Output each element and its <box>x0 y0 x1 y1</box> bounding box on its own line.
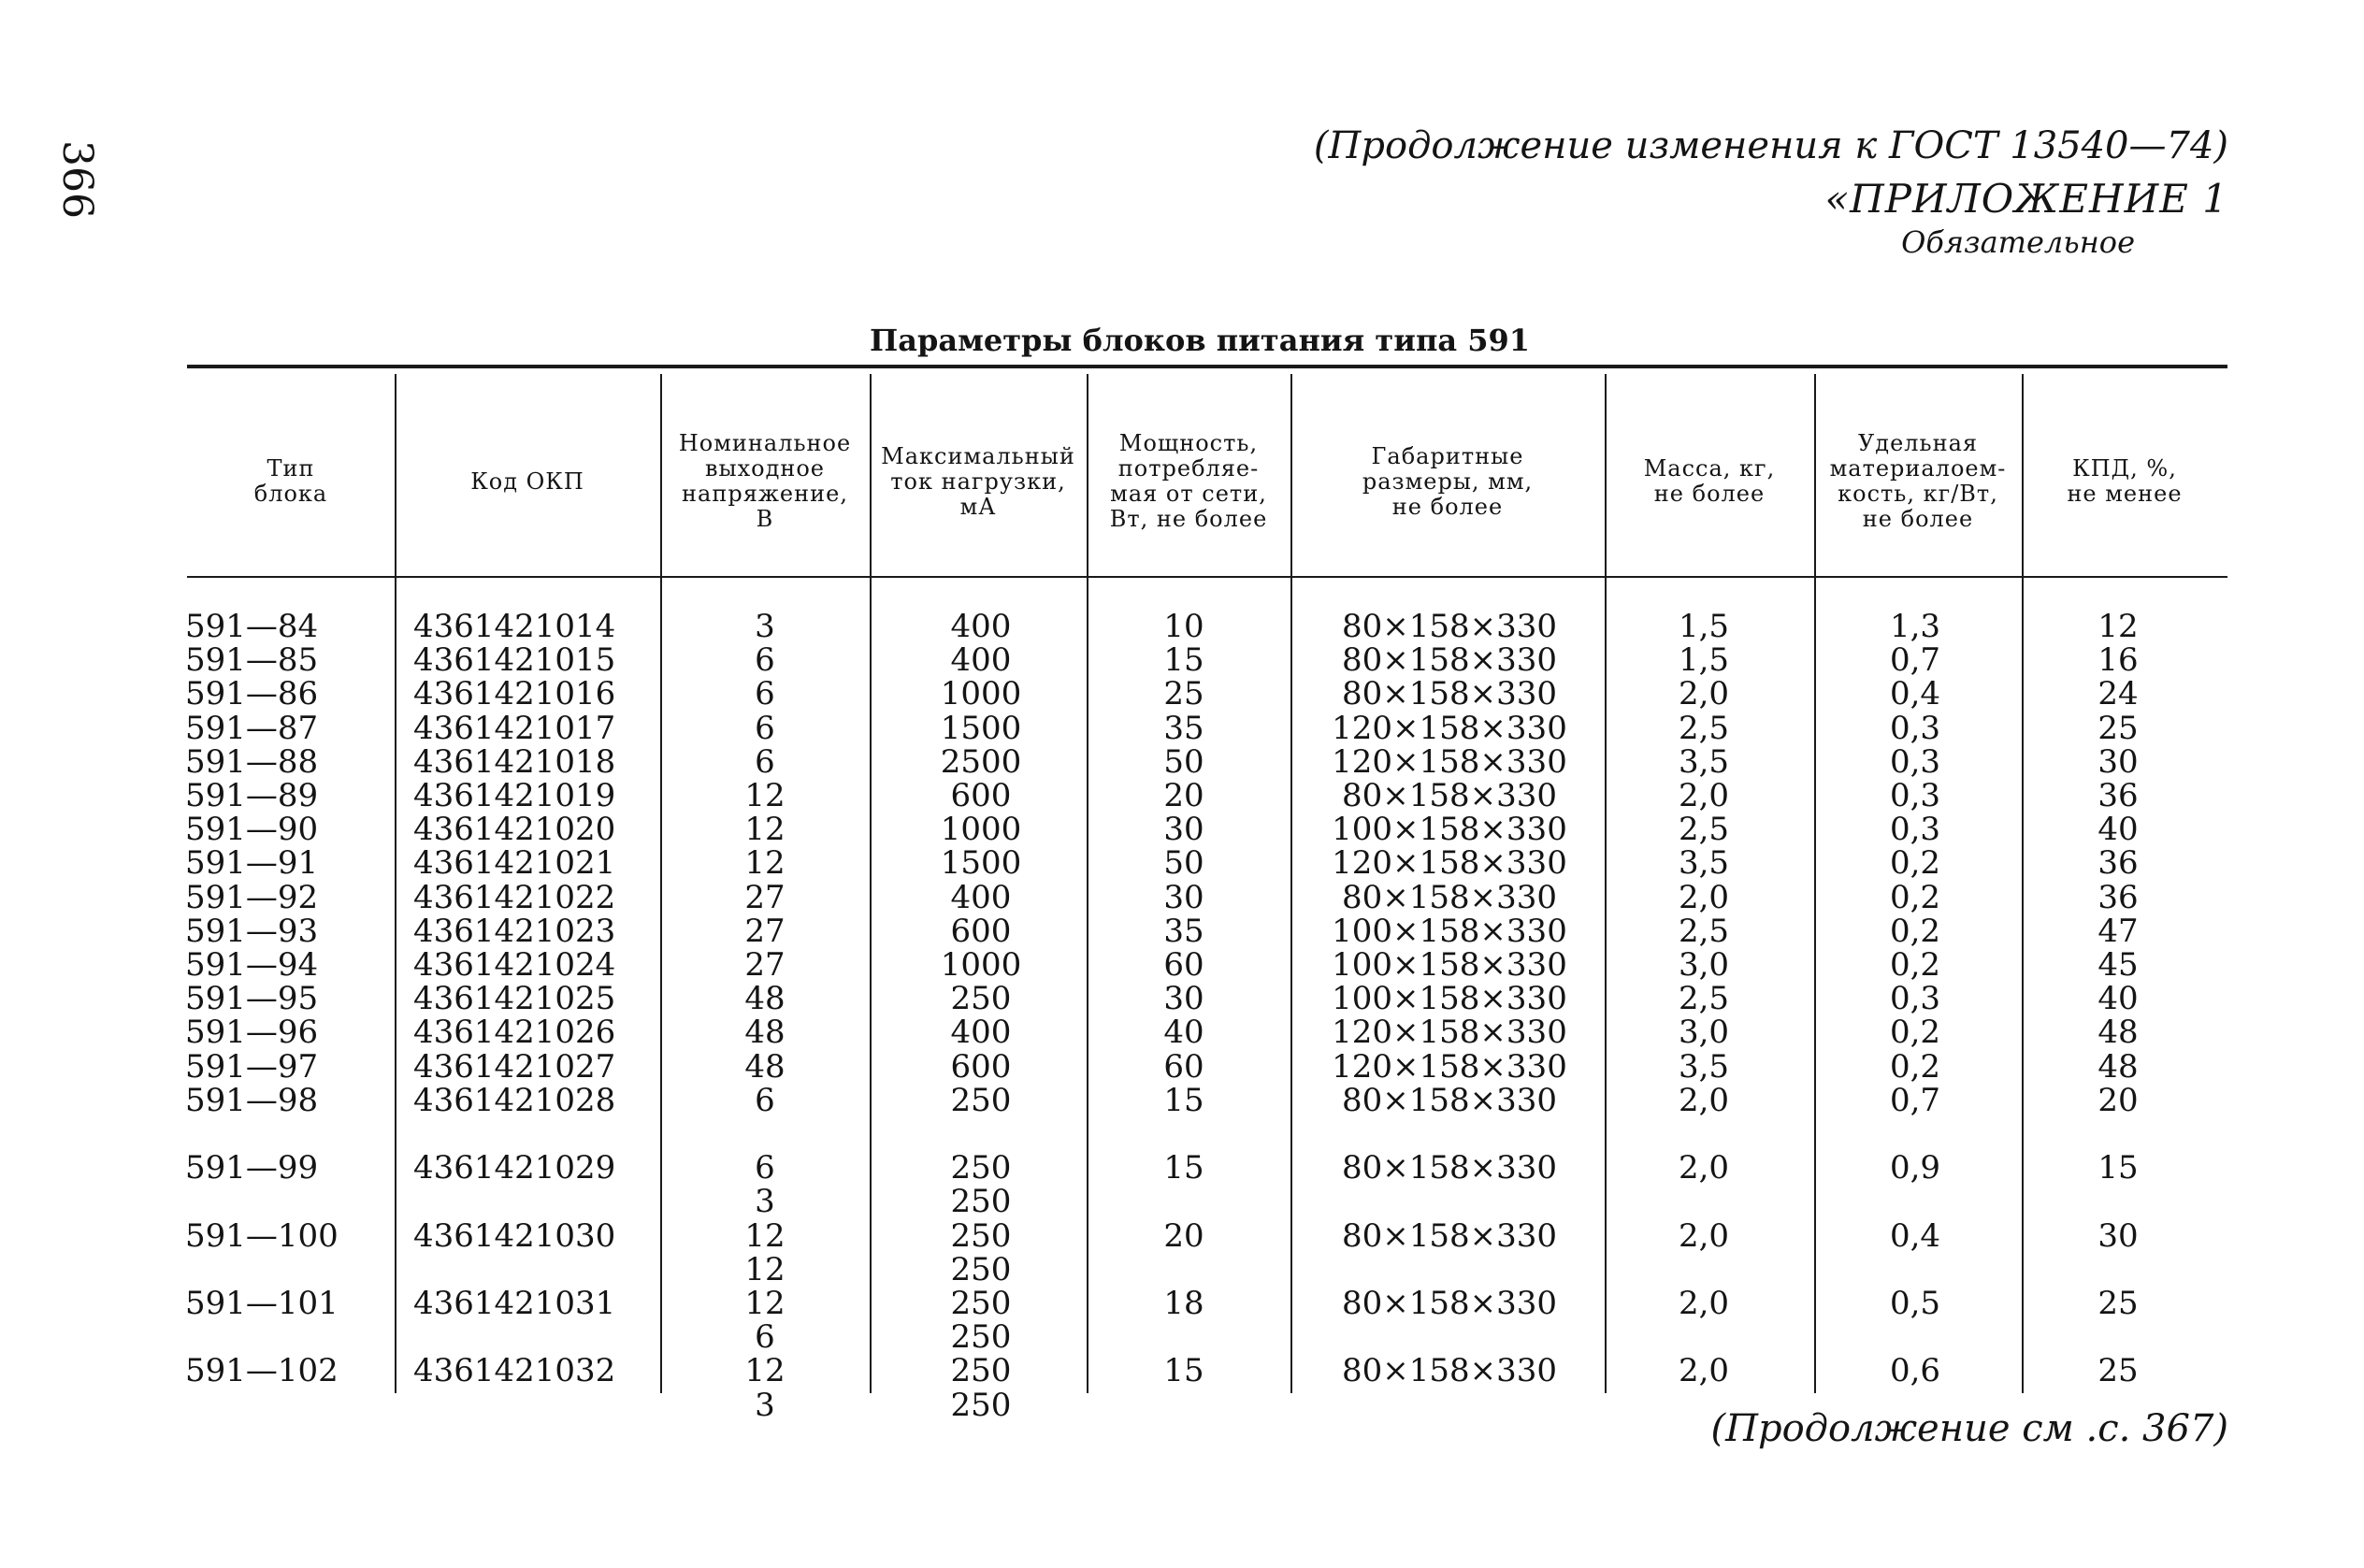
header-mass: Масса, кг, не более <box>1643 455 1776 507</box>
cell-okp-code: 4361421027 <box>413 1047 616 1086</box>
cell-voltage: 12 <box>744 1352 786 1390</box>
cell-mass: 1,5 <box>1678 641 1730 680</box>
cell-voltage: 12 <box>744 777 786 814</box>
cell-voltage: 6 <box>755 709 775 747</box>
header-power: Мощность, потребляе- мая от сети, Вт, не более <box>1109 430 1268 532</box>
cell-current: 400 <box>950 641 1012 680</box>
cell-mass: 3,0 <box>1678 946 1730 984</box>
table-caption: Параметры блоков питания типа 591 <box>870 323 1531 358</box>
cell-efficiency: 16 <box>2097 641 2139 680</box>
cell-dimensions: 100×158×330 <box>1332 946 1567 984</box>
cell-block-type: 591—101 <box>185 1285 339 1322</box>
cell-block-type: 591—98 <box>185 1081 319 1119</box>
cell-specific-material: 0,9 <box>1889 1149 1941 1187</box>
header-type: Тип блока <box>253 455 328 507</box>
cell-dimensions: 80×158×330 <box>1341 1352 1558 1390</box>
cell-block-type: 591—92 <box>185 878 319 916</box>
cell-specific-material: 0,2 <box>1889 878 1941 916</box>
cell-efficiency: 25 <box>2097 1352 2139 1390</box>
cell-specific-material: 0,2 <box>1889 1014 1941 1052</box>
cell-okp-code: 4361421032 <box>413 1352 616 1390</box>
table-top-rule <box>187 365 2227 368</box>
appendix-status: Обязательное <box>1901 224 2135 260</box>
cell-efficiency: 45 <box>2097 946 2139 984</box>
cell-power: 60 <box>1163 946 1204 984</box>
cell-voltage: 6 <box>755 1318 775 1357</box>
cell-power: 15 <box>1163 1081 1204 1119</box>
cell-okp-code: 4361421018 <box>413 742 616 781</box>
cell-okp-code: 4361421014 <box>413 608 616 645</box>
cell-block-type: 591—102 <box>185 1352 339 1390</box>
cell-okp-code: 4361421030 <box>413 1216 616 1255</box>
cell-voltage: 12 <box>744 1250 786 1288</box>
cell-efficiency: 48 <box>2097 1047 2139 1086</box>
cell-okp-code: 4361421025 <box>413 980 616 1018</box>
cell-power: 35 <box>1163 709 1204 747</box>
cell-mass: 2,0 <box>1678 878 1730 916</box>
cell-mass: 2,0 <box>1678 1285 1730 1322</box>
cell-specific-material: 0,7 <box>1889 641 1941 680</box>
cell-efficiency: 30 <box>2097 742 2139 781</box>
cell-voltage: 48 <box>744 980 786 1018</box>
table-header-rule <box>187 576 2227 578</box>
cell-voltage: 6 <box>755 675 775 713</box>
cell-okp-code: 4361421021 <box>413 844 616 883</box>
cell-okp-code: 4361421016 <box>413 675 616 713</box>
cell-power: 18 <box>1163 1285 1204 1322</box>
cell-voltage: 3 <box>755 1183 775 1221</box>
cell-power: 30 <box>1163 811 1204 849</box>
cell-dimensions: 100×158×330 <box>1332 912 1567 950</box>
cell-specific-material: 0,2 <box>1889 946 1941 984</box>
cell-block-type: 591—89 <box>185 777 319 814</box>
cell-efficiency: 30 <box>2097 1216 2139 1255</box>
cell-specific-material: 0,2 <box>1889 844 1941 883</box>
cell-power: 20 <box>1163 1216 1204 1255</box>
cell-specific-material: 0,2 <box>1889 1047 1941 1086</box>
cell-dimensions: 120×158×330 <box>1332 1014 1567 1052</box>
cell-current: 250 <box>950 1149 1012 1187</box>
cell-efficiency: 25 <box>2097 709 2139 747</box>
cell-voltage: 27 <box>744 878 786 916</box>
cell-specific-material: 0,3 <box>1889 709 1941 747</box>
cell-block-type: 591—94 <box>185 946 319 984</box>
cell-okp-code: 4361421017 <box>413 709 616 747</box>
cell-efficiency: 20 <box>2097 1081 2139 1119</box>
cell-current: 400 <box>950 878 1012 916</box>
cell-power: 15 <box>1163 641 1204 680</box>
cell-voltage: 6 <box>755 1081 775 1119</box>
cell-current: 250 <box>950 1250 1012 1288</box>
cell-mass: 2,5 <box>1678 811 1730 849</box>
cell-current: 250 <box>950 1318 1012 1357</box>
header-current: Максимальный ток нагрузки, мА <box>881 442 1075 520</box>
cell-power: 40 <box>1163 1014 1204 1052</box>
cell-specific-material: 0,3 <box>1889 811 1941 849</box>
cell-efficiency: 40 <box>2097 980 2139 1018</box>
cell-dimensions: 80×158×330 <box>1341 878 1558 916</box>
cell-current: 400 <box>950 1014 1012 1052</box>
cell-voltage: 12 <box>744 844 786 883</box>
cell-mass: 2,0 <box>1678 1081 1730 1119</box>
cell-current: 600 <box>950 777 1012 814</box>
cell-current: 600 <box>950 1047 1012 1086</box>
cell-block-type: 591—87 <box>185 709 319 747</box>
cell-dimensions: 80×158×330 <box>1341 1081 1558 1119</box>
cell-dimensions: 100×158×330 <box>1332 980 1567 1018</box>
cell-voltage: 3 <box>755 1386 775 1424</box>
cell-current: 1000 <box>940 811 1022 849</box>
cell-dimensions: 80×158×330 <box>1341 675 1558 713</box>
cell-block-type: 591—90 <box>185 811 319 849</box>
cell-power: 15 <box>1163 1149 1204 1187</box>
cell-block-type: 591—88 <box>185 742 319 781</box>
cell-current: 250 <box>950 1386 1012 1424</box>
cell-power: 50 <box>1163 742 1204 781</box>
cell-dimensions: 80×158×330 <box>1341 1285 1558 1322</box>
cell-dimensions: 80×158×330 <box>1341 777 1558 814</box>
cell-efficiency: 48 <box>2097 1014 2139 1052</box>
cell-okp-code: 4361421024 <box>413 946 616 984</box>
cell-okp-code: 4361421031 <box>413 1285 616 1322</box>
header-voltage: Номинальное выходное напряжение, В <box>678 430 852 532</box>
cell-current: 250 <box>950 1216 1012 1255</box>
cell-voltage: 27 <box>744 912 786 950</box>
cell-dimensions: 100×158×330 <box>1332 811 1567 849</box>
cell-mass: 3,5 <box>1678 742 1730 781</box>
cell-power: 60 <box>1163 1047 1204 1086</box>
cell-current: 250 <box>950 1285 1012 1322</box>
cell-current: 1500 <box>940 709 1022 747</box>
cell-current: 600 <box>950 912 1012 950</box>
cell-okp-code: 4361421029 <box>413 1149 616 1187</box>
cell-block-type: 591—86 <box>185 675 319 713</box>
page-number: 366 <box>53 140 101 219</box>
cell-block-type: 591—84 <box>185 608 319 645</box>
cell-block-type: 591—85 <box>185 641 319 680</box>
cell-specific-material: 0,3 <box>1889 777 1941 814</box>
cell-okp-code: 4361421026 <box>413 1014 616 1052</box>
cell-efficiency: 24 <box>2097 675 2139 713</box>
cell-mass: 2,0 <box>1678 1216 1730 1255</box>
cell-dimensions: 120×158×330 <box>1332 1047 1567 1086</box>
cell-power: 25 <box>1163 675 1204 713</box>
cell-efficiency: 40 <box>2097 811 2139 849</box>
continuation-header: (Продолжение изменения к ГОСТ 13540—74) <box>1313 124 2228 167</box>
cell-voltage: 6 <box>755 1149 775 1187</box>
cell-voltage: 12 <box>744 1285 786 1322</box>
cell-dimensions: 120×158×330 <box>1332 742 1567 781</box>
cell-voltage: 3 <box>755 608 775 645</box>
cell-dimensions: 80×158×330 <box>1341 1149 1558 1187</box>
cell-current: 1500 <box>940 844 1022 883</box>
cell-specific-material: 0,3 <box>1889 980 1941 1018</box>
cell-mass: 2,0 <box>1678 1352 1730 1390</box>
cell-block-type: 591—99 <box>185 1149 319 1187</box>
cell-specific-material: 0,7 <box>1889 1081 1941 1119</box>
cell-block-type: 591—93 <box>185 912 319 950</box>
cell-block-type: 591—97 <box>185 1047 319 1086</box>
cell-dimensions: 80×158×330 <box>1341 608 1558 645</box>
cell-voltage: 27 <box>744 946 786 984</box>
cell-specific-material: 0,5 <box>1889 1285 1941 1322</box>
cell-okp-code: 4361421019 <box>413 777 616 814</box>
cell-okp-code: 4361421022 <box>413 878 616 916</box>
header-efficiency: КПД, %, не менее <box>2067 455 2183 507</box>
cell-block-type: 591—95 <box>185 980 319 1018</box>
cell-mass: 2,5 <box>1678 980 1730 1018</box>
cell-okp-code: 4361421020 <box>413 811 616 849</box>
cell-power: 10 <box>1163 608 1204 645</box>
cell-block-type: 591—96 <box>185 1014 319 1052</box>
cell-voltage: 48 <box>744 1014 786 1052</box>
header-specific-material: Удельная материалоем- кость, кг/Вт, не более <box>1829 430 2007 532</box>
cell-power: 15 <box>1163 1352 1204 1390</box>
cell-current: 2500 <box>940 742 1022 781</box>
cell-power: 30 <box>1163 878 1204 916</box>
cell-mass: 3,5 <box>1678 844 1730 883</box>
continuation-footer: (Продолжение см .с. 367) <box>1710 1407 2228 1450</box>
cell-okp-code: 4361421028 <box>413 1081 616 1119</box>
cell-mass: 2,0 <box>1678 675 1730 713</box>
cell-block-type: 591—91 <box>185 844 319 883</box>
cell-current: 250 <box>950 980 1012 1018</box>
cell-mass: 2,0 <box>1678 777 1730 814</box>
cell-power: 30 <box>1163 980 1204 1018</box>
cell-mass: 1,5 <box>1678 608 1730 645</box>
cell-mass: 2,5 <box>1678 912 1730 950</box>
cell-dimensions: 80×158×330 <box>1341 1216 1558 1255</box>
cell-power: 50 <box>1163 844 1204 883</box>
header-okp-code: Код ОКП <box>470 468 584 495</box>
cell-current: 1000 <box>940 946 1022 984</box>
cell-specific-material: 0,3 <box>1889 742 1941 781</box>
cell-okp-code: 4361421023 <box>413 912 616 950</box>
cell-voltage: 48 <box>744 1047 786 1086</box>
cell-mass: 3,5 <box>1678 1047 1730 1086</box>
cell-current: 250 <box>950 1081 1012 1119</box>
cell-voltage: 12 <box>744 811 786 849</box>
appendix-title: «ПРИЛОЖЕНИЕ 1 <box>1824 176 2228 222</box>
cell-mass: 2,5 <box>1678 709 1730 747</box>
cell-mass: 3,0 <box>1678 1014 1730 1052</box>
header-dimensions: Габаритные размеры, мм, не более <box>1362 442 1534 520</box>
cell-specific-material: 0,2 <box>1889 912 1941 950</box>
cell-efficiency: 47 <box>2097 912 2139 950</box>
cell-efficiency: 36 <box>2097 844 2139 883</box>
cell-efficiency: 36 <box>2097 878 2139 916</box>
cell-specific-material: 0,4 <box>1889 1216 1941 1255</box>
cell-voltage: 6 <box>755 742 775 781</box>
cell-current: 400 <box>950 608 1012 645</box>
cell-block-type: 591—100 <box>185 1216 339 1255</box>
cell-mass: 2,0 <box>1678 1149 1730 1187</box>
cell-dimensions: 120×158×330 <box>1332 844 1567 883</box>
cell-voltage: 6 <box>755 641 775 680</box>
cell-efficiency: 25 <box>2097 1285 2139 1322</box>
cell-current: 1000 <box>940 675 1022 713</box>
cell-power: 35 <box>1163 912 1204 950</box>
cell-efficiency: 15 <box>2097 1149 2139 1187</box>
cell-specific-material: 1,3 <box>1889 608 1941 645</box>
cell-efficiency: 36 <box>2097 777 2139 814</box>
cell-current: 250 <box>950 1183 1012 1221</box>
cell-efficiency: 12 <box>2097 608 2139 645</box>
cell-voltage: 12 <box>744 1216 786 1255</box>
cell-okp-code: 4361421015 <box>413 641 616 680</box>
cell-dimensions: 80×158×330 <box>1341 641 1558 680</box>
cell-specific-material: 0,6 <box>1889 1352 1941 1390</box>
cell-dimensions: 120×158×330 <box>1332 709 1567 747</box>
cell-current: 250 <box>950 1352 1012 1390</box>
cell-specific-material: 0,4 <box>1889 675 1941 713</box>
cell-power: 20 <box>1163 777 1204 814</box>
